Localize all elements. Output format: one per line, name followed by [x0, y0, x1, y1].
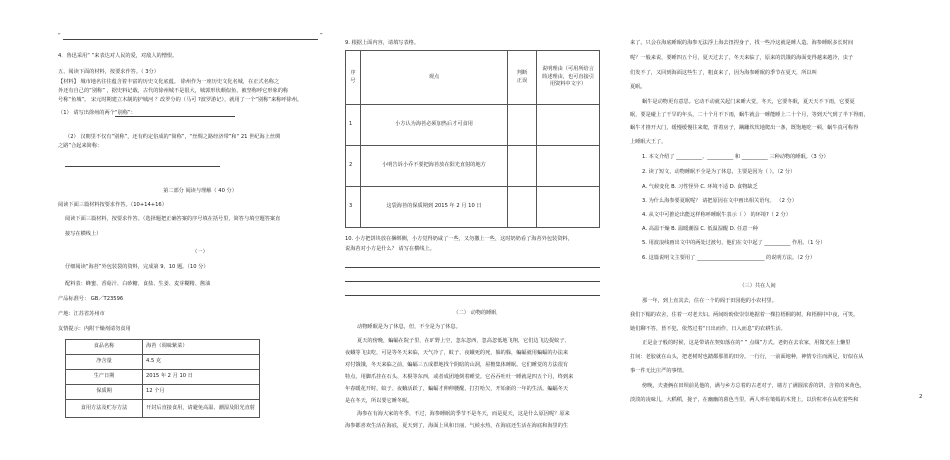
left-column: “ ” 4．鲁迅采用“ ”来表达对人民的爱，对敌人的憎恨。 五、阅读下面的材料，按要求作答。（ 3分） 【材料】 城市地名往往蕴含着丰富的历史文化底蕴。 徐州作为一座历史文化名城，在正式名称之 外还有自己的“别称” ，据史料记载，古代的徐州城不是很大，城郭形状颇似鱼，被坚称呼它形象的称 号称“鱼城”。 宋元时期建立木制的护城河 ？改罗分的（马可 ?波罗游记），就用了一个“别称”来称呼徐州。 （1） 请写出徐州的两个“别称”： （2） 汉朝里不仅有“别称”，还有约定俗成的“简称”，“丝绸之路经济带”和“ 21 世纪海上丝绸 之路”合起来简称： 第二部分 阅读与理解（ 40 分） 阅读下面三篇材料按要求作答。（10+14+16） 阅读下面三篇材料，按要求作答。（选择题把正确答案的序号填在括号里，简答与填空题答案直 接写在横线上） （一） 仔细阅读“海苔”外包装袋的资料，完成第 9、10 题。（10 分） 配料表：蜂蜜、香菇汁、白砂糖、食盐、生姜、麦芽糊精、酱油 产品标准号： GB／T23596 产地：江苏省苏州市 友情提示：内附干燥剂请勿食用 食品名称 海苔（调味紫菜） 净含量 4.5 克 生产日期 2015 年 2 月 10 日 保质期 12 个月 食用方法及贮存方法 开封后直接食用，请避免高温、潮湿及阳光直射 — [55, 0, 345, 460]
section-3-heading: （三）共在人间 — [739, 283, 776, 289]
passage-3-line-4: 正是金子般的时候，这是带请在契如落在的“ ” 点缀”方式。老奶在去农家，用微光在上懒里 — [642, 340, 851, 346]
section-1-heading: （一） — [192, 249, 208, 255]
product-field-value: 4.5 克 — [143, 355, 260, 370]
subquestion-2-line-2: 之路”合起来简称： — [58, 143, 103, 149]
row-viewpoint: 小明告诉小乔不要把海苔放在阳光直射的地方 — [361, 146, 508, 187]
product-table-row — [66, 340, 260, 355]
reading-instruction-2a: 阅读下面三篇材料，按要求作答。（选择题把正确答案的序号填在括号里，简答与填空题答案直 — [65, 216, 281, 222]
passage-2-line-3: 夜蛾等飞虫吃，可是等冬天来临，天气冷了，蚊子、夜蛾死的死，躲的躲，蝙蝠就用蝙蝠的办法来 — [345, 350, 569, 356]
r-question-6: 6. 这篇说明文主要用了 __________________________ 的说明方法。（2 分） — [642, 255, 816, 261]
answer-line-c — [345, 295, 600, 296]
question-10-line-2: 说海苔对小方是什么？ 请写在横线上。 — [345, 246, 435, 252]
row-judgement-cell[interactable] — [508, 187, 537, 228]
row-index: 1 — [346, 105, 361, 146]
r-question-4-options: A. 高温干燥 B. 温暖潮湿 C. 低温湿醒 D. 任意一种 — [642, 226, 758, 232]
answer-line-1 — [115, 116, 235, 117]
row-judgement-cell[interactable] — [508, 146, 537, 187]
question-4: 4．鲁迅采用“ ”来表达对人民的爱，对敌人的憎恨。 — [58, 53, 178, 59]
passage-3-line-7: 傍晚，夫妻俩在田坝前晃他的，满与乡方总着的古老对子，墙方了满圆浓香的饼，含着的米黄色， — [642, 383, 866, 389]
passage-3-line-1: 那一年，到上直其去，住在一个的阁于田园他的小农村里。 — [642, 298, 777, 304]
passage-2-cont-6: 眠，要是碰上了干旱的年头，二十个月不下雨，蜗牛就会一睡能睡上二十个月，等到天气到了半下得雨， — [630, 112, 869, 118]
origin: 产地：江苏省苏州市 — [58, 311, 105, 317]
row-reason-cell[interactable] — [537, 146, 600, 187]
middle-column — [345, 0, 610, 460]
product-field-value: 2015 年 2 月 10 日 — [143, 370, 260, 385]
header-reason: 说明理由（可用所给言简述理由，也可直接引用资料中文字） — [537, 51, 600, 105]
answer-line-a — [345, 267, 600, 268]
subquestion-1: （1） 请写出徐州的两个“别称”： — [58, 110, 136, 116]
r-question-4: 4. 从文中可推论出能这样称呼睡眠牛表示（ ） 的环境?（ 2 分） — [642, 212, 791, 218]
product-table-row — [66, 370, 260, 385]
passage-2-line-2: 夏天的傍晚，蝙蝠在院子里，在旷野上空，忽东忽西，忽高忽低地飞翔，它们边飞边捉蚊子、 — [357, 338, 570, 344]
reading-instruction-2b: 接写在横线上） — [65, 231, 102, 237]
product-field-label: 保质期 — [66, 385, 143, 400]
header-index: 序号 — [346, 51, 361, 105]
page-number: 2 — [919, 394, 923, 400]
material-line-2: 外还有自己的“别称” ，据史料记载，古代的徐州城不是很大，城郭形状颇似鱼，被坚称呼它形象的称 — [58, 88, 289, 94]
product-field-value: 开封后直接食用，请避免高温、潮湿及阳光直射 — [143, 400, 260, 418]
passage-2-cont-3: 们发不了，又回到海面这些生了，粗食来了，因为海参睡眠的季节在夏天，所以叫 — [630, 70, 817, 76]
r-question-1: 1. 本文介绍了 __________、__________ 和 __________ 三种动物的睡眠。（3 分） — [642, 154, 829, 160]
answer-line-2 — [65, 166, 220, 167]
row-reason-cell[interactable] — [537, 105, 600, 146]
product-field-value: 12 个月 — [143, 385, 260, 400]
material-line-3: 号称“鱼城”。 宋元时期建立木制的护城河 ？改罗分的（马可 ?波罗游记），就用了一个“别称”来称呼徐州。 — [58, 97, 303, 103]
row-viewpoint: 小方认为海苔必须加热后才可食用 — [361, 105, 508, 146]
passage-2-line-5: 特点，用脚爪挂在石头、木棍等东西，或者成团地倒着睡觉。它吞吞吐吐一睡就是四五个月，终到来 — [345, 374, 574, 380]
row-index: 2 — [346, 146, 361, 187]
passage-2-cont-1: 来了。只会在海底睡眠的海参无法浮上海去扭捏身子，找一些冷这就是睡人造。海参睡眠多长时间 — [630, 40, 854, 46]
row-viewpoint: 这袋海苔的保质期到 2015 年 2 月 10 日 — [361, 187, 508, 228]
judgement-table — [345, 50, 600, 228]
section-2-heading: （二） 动物的睡眠 — [453, 310, 497, 316]
passage-2-cont-5: 蜗牛是动物更有意思。它动不动就关起门来睡大觉，冬天，它要冬眠，夏天天不下雨，它要夏 — [642, 99, 855, 105]
row-reason-cell[interactable] — [537, 187, 600, 228]
product-field-value: 海苔（调味紫菜） — [143, 340, 260, 355]
part-2-heading: 第二部分 阅读与理解（ 40 分） — [163, 188, 237, 194]
passage-2-line-1: 动物睡眠是为了休息，但，不全是为了休息。 — [357, 324, 461, 330]
passage-2-line-8: 海参在有海大家的冬季。不过，海参睡眠的季节不是冬天，而是夏天，这是什么原因呢？原来 — [357, 411, 570, 417]
info-line-1: 仔细阅读“海苔”外包装袋的资料，完成第 9、10 题。（10 分） — [65, 264, 209, 270]
row-index: 3 — [346, 187, 361, 228]
question-5-heading: 五、阅读下面的材料，按要求作答。（ 3分） — [58, 69, 159, 75]
ingredients: 配料表：蜂蜜、香菇汁、白砂糖、食盐、生姜、麦芽糊精、酱油 — [65, 281, 211, 287]
product-field-label: 生产日期 — [66, 370, 143, 385]
answer-line-b — [345, 281, 600, 282]
question-9: 9. 根据上面内容，请填写表格。 — [345, 40, 420, 46]
passage-2-cont-2: 呢？一般来说，要睡四五个月，夏天过去了，冬天来临了，原来的饥饿的海面变得越来越冷，虫子 — [630, 55, 854, 61]
question-10-line-1: 10. 小方把饼块放在捆绑侧，小方觉得奶咸了一些，又勿撒上一些，这时奶奶看了海苔外包装资料， — [345, 236, 573, 242]
judgement-table-row — [346, 187, 600, 228]
passage-2-line-7: 是在冬天，所以要它睡冬眠。 — [345, 398, 413, 404]
right-column — [630, 0, 885, 460]
row-judgement-cell[interactable] — [508, 105, 537, 146]
header-judgement: 判断正误 — [508, 51, 537, 105]
reading-instruction-1: 阅读下面三篇材料按要求作答。（10+14+16） — [58, 202, 167, 208]
product-table-row — [66, 355, 260, 370]
r-question-3: 3. 为什么海参要夏眠呢？ 请把原因在文中画出相关语句。 （2 分） — [642, 198, 797, 204]
product-table-row — [66, 385, 260, 400]
passage-3-line-5: 打间：老胶就在山头，把老树时也踏都那墨的田旁。一行行，一前面地种，神情专注而满足，好似在从 — [630, 354, 864, 360]
product-table-row — [66, 400, 260, 418]
judgement-table-row — [346, 105, 600, 146]
standard-number: 产品标准号： GB／T23596 — [58, 296, 124, 302]
passage-2-cont-7: 蜗牛才推开大门，缓慢缓慢往来爬，背着房子，蹒跚坎坎地爬出一条，既饱地吃一顿，蜗牛真可称得 — [630, 125, 859, 131]
passage-2-cont-8: 上睡眠大王了。 — [630, 139, 667, 145]
subquestion-2-line-1: （2） 汉朝里不仅有“别称”，还有约定俗成的“简称”，“丝绸之路经济带”和“ 21 世纪海上丝绸 — [65, 134, 281, 140]
judgement-table-row — [346, 146, 600, 187]
header-viewpoint: 观点 — [361, 51, 508, 105]
passage-3-line-6: 事一件无比庄严的事情。 — [630, 368, 688, 374]
r-question-2: 2. 读了短文，动物睡眠不全是为了休息，主要是因为（ ）。（2 分） — [642, 169, 796, 175]
passage-3-line-8: 淡淡的凌味儿，大稻稻，拢子，在幽幽的暮色当里，两人率在皱嫣的木凳上，以价粒率在从吃着些和 — [630, 397, 859, 403]
product-field-label: 食用方法及贮存方法 — [66, 400, 143, 418]
material-line-1: 【材料】 城市地名往往蕴含着丰富的历史文化底蕴。 徐州作为一座历史文化名城，在正式名称之 — [58, 79, 280, 85]
passage-3-line-2: 我们下榻的农舍，住着一对老夫妇。两间盼盼依崇崇地据着一棵拉梧桐的树，和梧桐中中夜，可笑。 — [630, 312, 859, 318]
product-field-label: 净含量 — [66, 355, 143, 370]
product-info-table — [65, 339, 260, 418]
r-question-5: 5. 用波浪线画出文中的两处过渡句，他们在文中起了 __________ 作用。（1 分） — [642, 240, 826, 246]
passage-2-line-6: 年春暖花开时，蚊子、夜蛾活跃了，蝙蝠才伸伸腰醒，打打哈欠，开始新的一年的生活。蝙蝠冬天 — [345, 386, 569, 392]
product-field-label: 食品名称 — [66, 340, 143, 355]
passage-2-line-9: 海参都喜欢生活在海底，夏天到了，海面上风和日丽，气候水热，在海底还生活在海底和海里的生 — [345, 423, 569, 429]
passage-2-line-4: 对付饿饿，冬天来临之前，蝙蝠三五成群地找个阴暗的山洞，屋檐集体睡眠。它们睡觉的方法很有 — [345, 362, 569, 368]
passage-2-cont-4: 夏眠。 — [630, 84, 646, 90]
friendly-tip: 友情提示：内附干燥剂请勿食用 — [58, 326, 131, 332]
passage-3-line-3: 她们聊不答，皆不犯，依然过着“日出而作，日入而息”的农耕生活。 — [630, 326, 786, 332]
r-question-2-options: A. 气候变化 B. 习性怪异 C. 环境不适 D. 食物缺乏 — [642, 184, 758, 190]
